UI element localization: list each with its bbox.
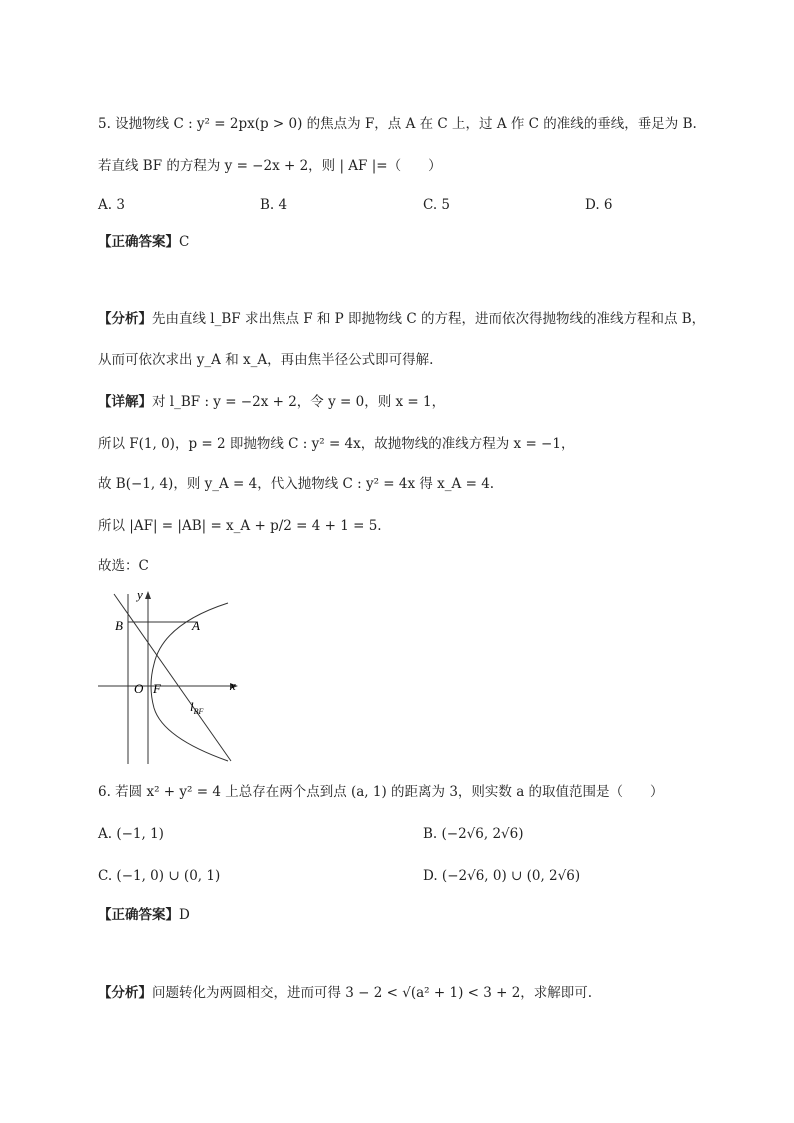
q5-detail-line1 bbox=[98, 392, 445, 412]
label-l bbox=[190, 699, 204, 716]
q5-analysis-line1 bbox=[98, 309, 705, 329]
q5-detail-line4: 所以 |AF| = |AB| = x_A + p/2 = 4 + 1 = 5. bbox=[98, 518, 382, 534]
q5-stem-line1: 5. 设抛物线 C : y² = 2px(p > 0) 的焦点为 F，点 A 在 C 上，过 A 作 C 的准线的垂线，垂足为 B. bbox=[98, 116, 697, 132]
q5-analysis-line2: 从而可依次求出 y_A 和 x_A，再由焦半径公式即可得解. bbox=[98, 352, 434, 368]
q5-detail-line2: 所以 F(1, 0)，p = 2 即抛物线 C : y² = 4x，故抛物线的准线方程为 x = −1， bbox=[98, 436, 575, 452]
q5-option-c: C. 5 bbox=[423, 197, 451, 213]
answer-label: 【正确答案】 bbox=[98, 234, 179, 250]
analysis-text: 先由直线 l_BF 求出焦点 F 和 P 即抛物线 C 的方程，进而依次得抛物线的准线方程和点 B， bbox=[152, 311, 706, 327]
q5-answer bbox=[98, 232, 189, 252]
answer-label: 【正确答案】 bbox=[98, 907, 179, 923]
q6-option-b: B. (−2√6, 2√6) bbox=[423, 826, 524, 842]
q6-option-d: D. (−2√6, 0) ∪ (0, 2√6) bbox=[423, 868, 581, 884]
label-l-sub: BF bbox=[193, 707, 204, 716]
q6-option-c: C. (−1, 0) ∪ (0, 1) bbox=[98, 868, 221, 884]
detail-text: 对 l_BF : y = −2x + 2，令 y = 0，则 x = 1， bbox=[152, 394, 446, 410]
detail-label: 【详解】 bbox=[98, 394, 152, 410]
y-axis-arrow bbox=[145, 591, 151, 599]
label-y: y bbox=[137, 587, 143, 602]
analysis-label: 【分析】 bbox=[98, 985, 152, 1001]
q6-option-a: A. (−1, 1) bbox=[98, 826, 164, 842]
analysis-text: 问题转化为两圆相交，进而可得 3 − 2 < √(a² + 1) < 3 + 2，求解即可. bbox=[152, 985, 593, 1001]
analysis-label: 【分析】 bbox=[98, 311, 152, 327]
parabola-figure bbox=[92, 586, 252, 766]
label-o: O bbox=[134, 681, 144, 696]
label-f: F bbox=[153, 681, 161, 696]
label-x: x bbox=[230, 678, 236, 693]
q5-detail-line3: 故 B(−1, 4)，则 y_A = 4，代入抛物线 C : y² = 4x 得 x_A = 4. bbox=[98, 476, 495, 492]
q5-stem-line2: 若直线 BF 的方程为 y = −2x + 2，则 | AF |=（ ） bbox=[98, 158, 442, 174]
q5-option-a: A. 3 bbox=[98, 197, 125, 213]
parabola-curve bbox=[151, 603, 228, 761]
q6-analysis bbox=[98, 983, 592, 1003]
q5-option-b: B. 4 bbox=[260, 197, 288, 213]
label-l-main: l bbox=[190, 699, 194, 714]
q5-option-d: D. 6 bbox=[585, 197, 613, 213]
q6-answer bbox=[98, 905, 190, 925]
answer-value: D bbox=[179, 907, 190, 923]
label-a: A bbox=[192, 618, 200, 633]
answer-value: C bbox=[179, 234, 190, 250]
label-b: B bbox=[115, 618, 123, 633]
line-bf bbox=[114, 594, 231, 761]
q5-conclusion: 故选：C bbox=[98, 558, 149, 574]
q6-stem: 6. 若圆 x² + y² = 4 上总存在两个点到点 (a, 1) 的距离为 3，则实数 a 的取值范围是（ ） bbox=[98, 784, 664, 800]
